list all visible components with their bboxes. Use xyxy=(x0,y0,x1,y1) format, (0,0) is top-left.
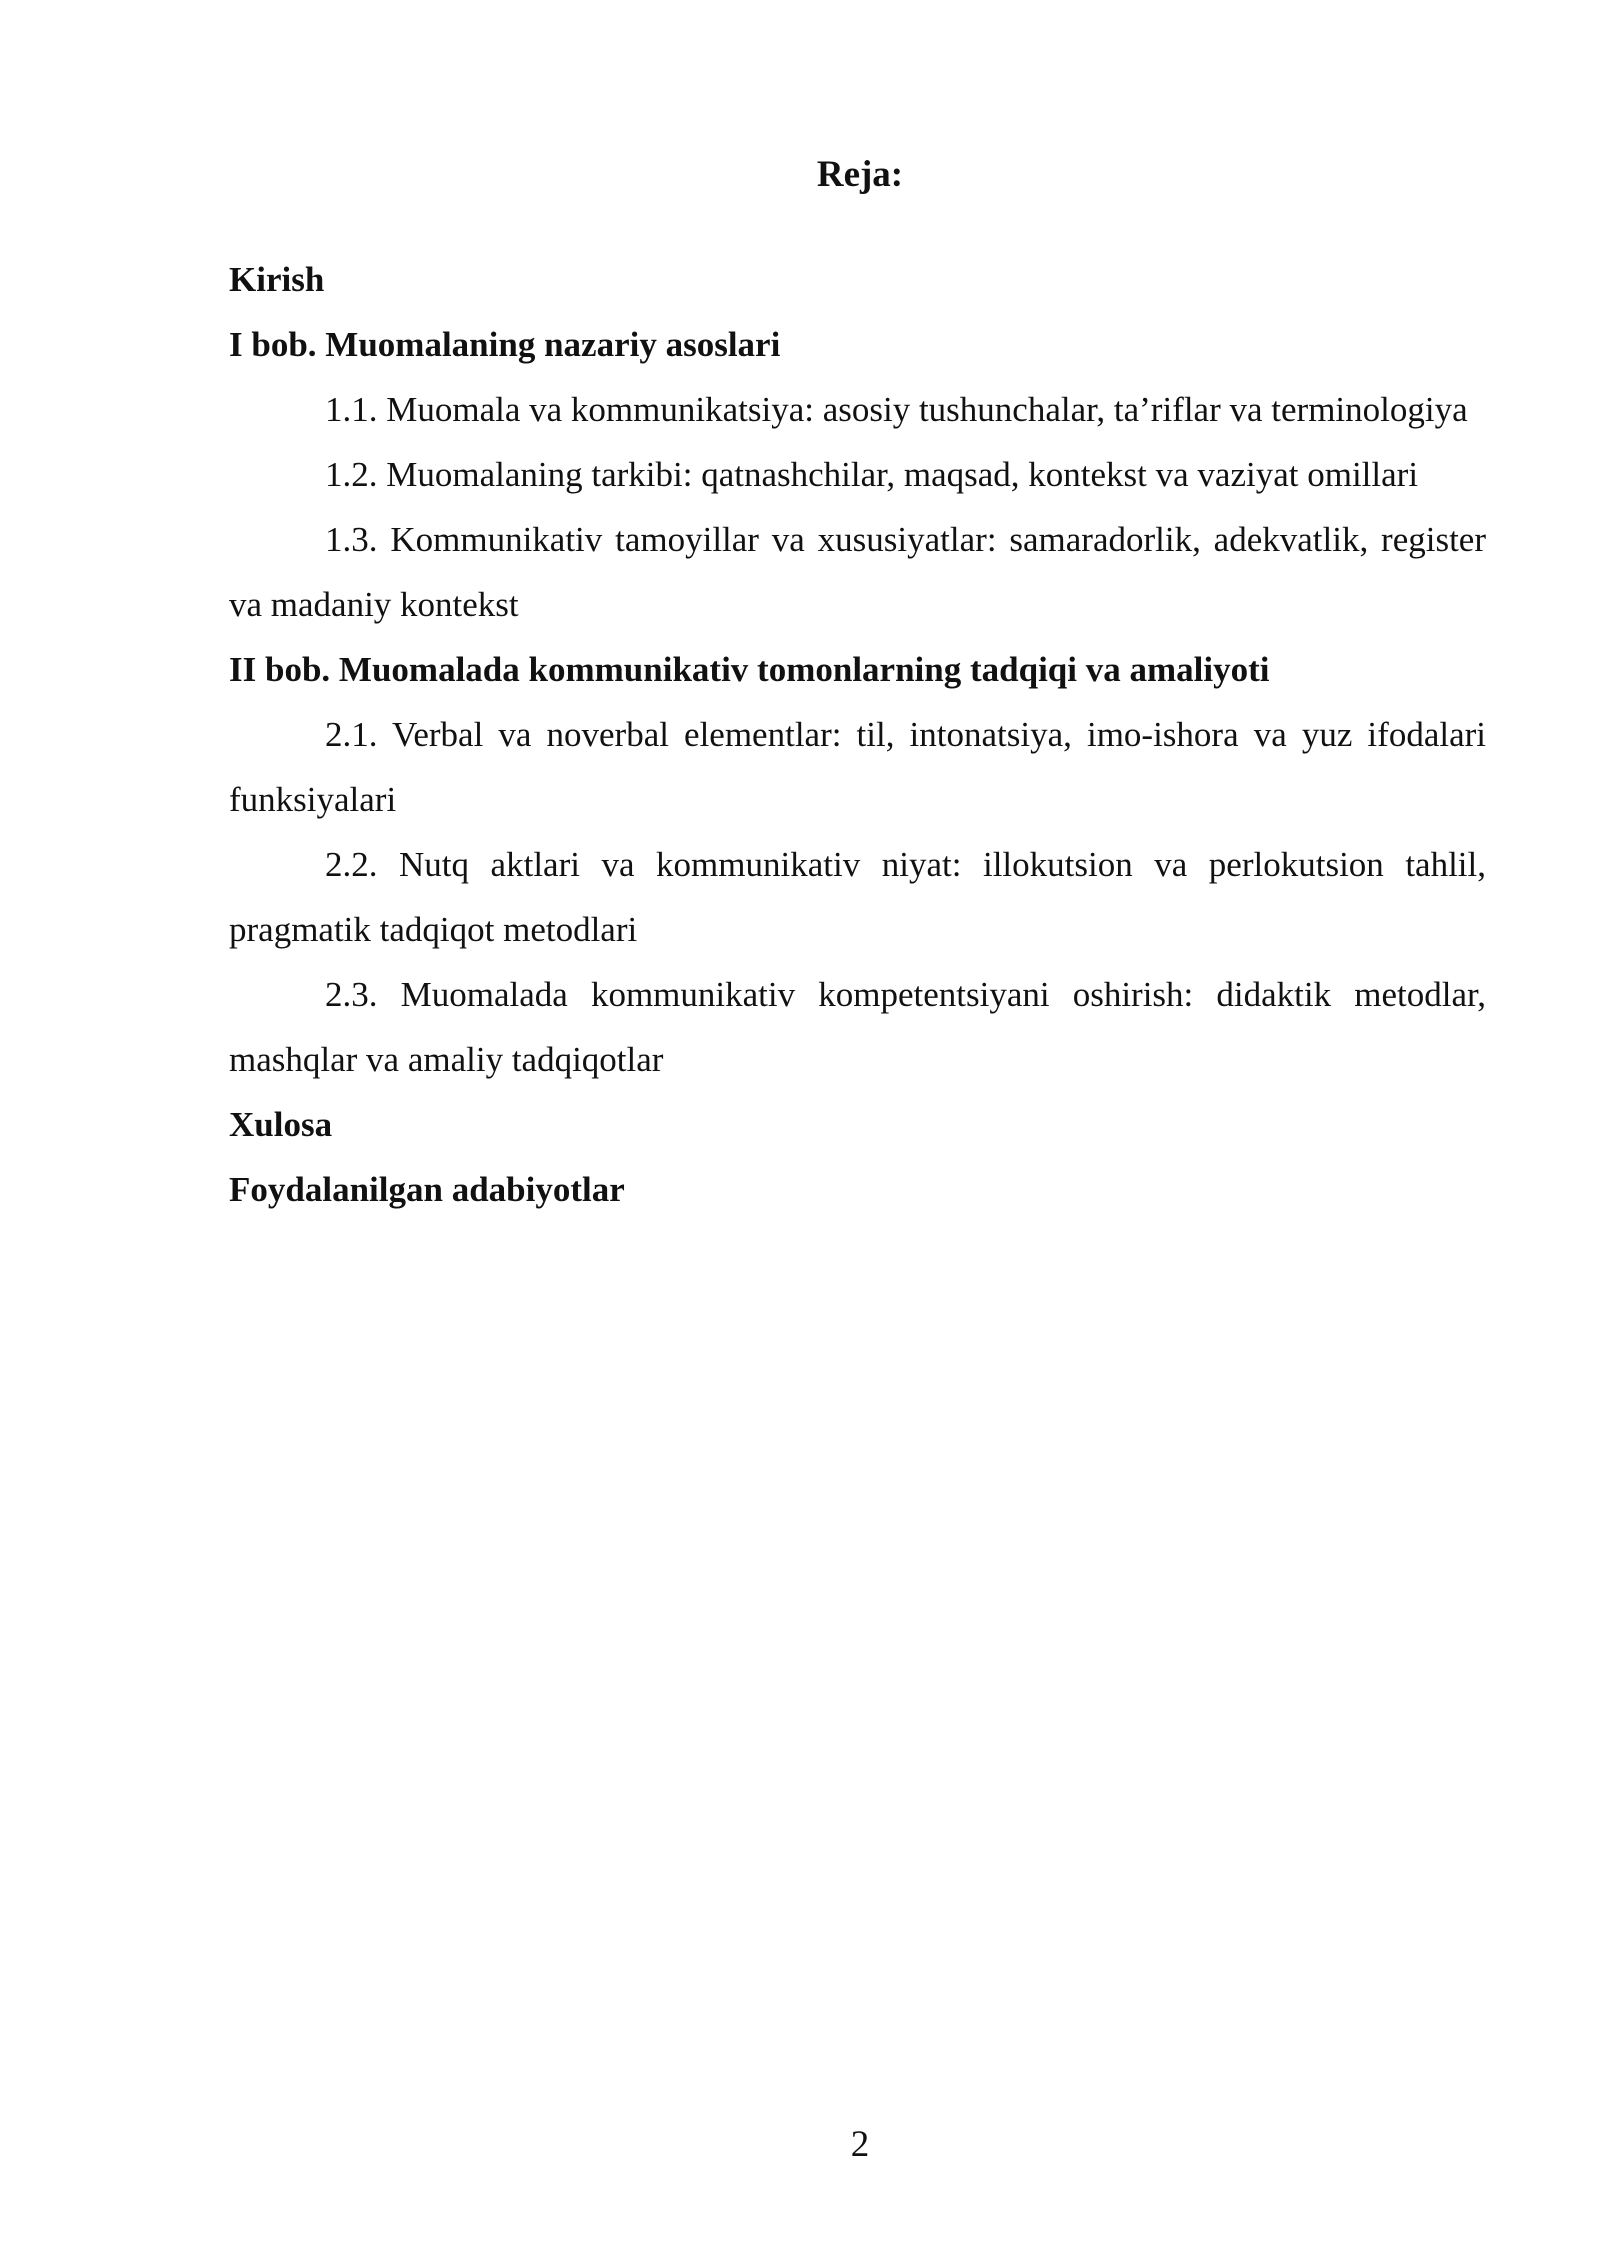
toc-item-1-1: 1.1. Muomala va kommunikatsiya: asosiy tushunchalar, ta’riflar va terminologiya xyxy=(325,390,1468,429)
toc-item-2-3: 2.3. Muomalada kommunikativ kompetentsiyani oshirish: didaktik metodlar, mashqlar va amaliy tadqiqotlar xyxy=(229,975,1486,1079)
toc-item-1-2: 1.2. Muomalaning tarkibi: qatnashchilar, maqsad, kontekst va vaziyat omillari xyxy=(325,455,1419,494)
toc-heading-chapter-1: I bob. Muomalaning nazariy asoslari xyxy=(229,325,781,364)
toc-heading-references: Foydalanilgan adabiyotlar xyxy=(229,1170,625,1209)
toc-heading-introduction: Kirish xyxy=(229,260,325,299)
toc-item-2-2: 2.2. Nutq aktlari va kommunikativ niyat: illokutsion va perlokutsion tahlil, pragmatik tadqiqot metodlari xyxy=(229,845,1486,949)
page-number: 2 xyxy=(850,2124,870,2165)
toc-item-2-1: 2.1. Verbal va noverbal elementlar: til, intonatsiya, imo-ishora va yuz ifodalari funksiyalari xyxy=(229,715,1486,819)
table-of-contents xyxy=(229,247,1486,1222)
toc-heading-conclusion: Xulosa xyxy=(229,1105,333,1144)
toc-item-1-3: 1.3. Kommunikativ tamoyillar va xususiyatlar: samaradorlik, adekvatlik, register va madaniy kontekst xyxy=(229,520,1486,624)
toc-heading-chapter-2: II bob. Muomalada kommunikativ tomonlarning tadqiqi va amaliyoti xyxy=(229,650,1270,689)
page-title: Reja: xyxy=(816,154,904,195)
